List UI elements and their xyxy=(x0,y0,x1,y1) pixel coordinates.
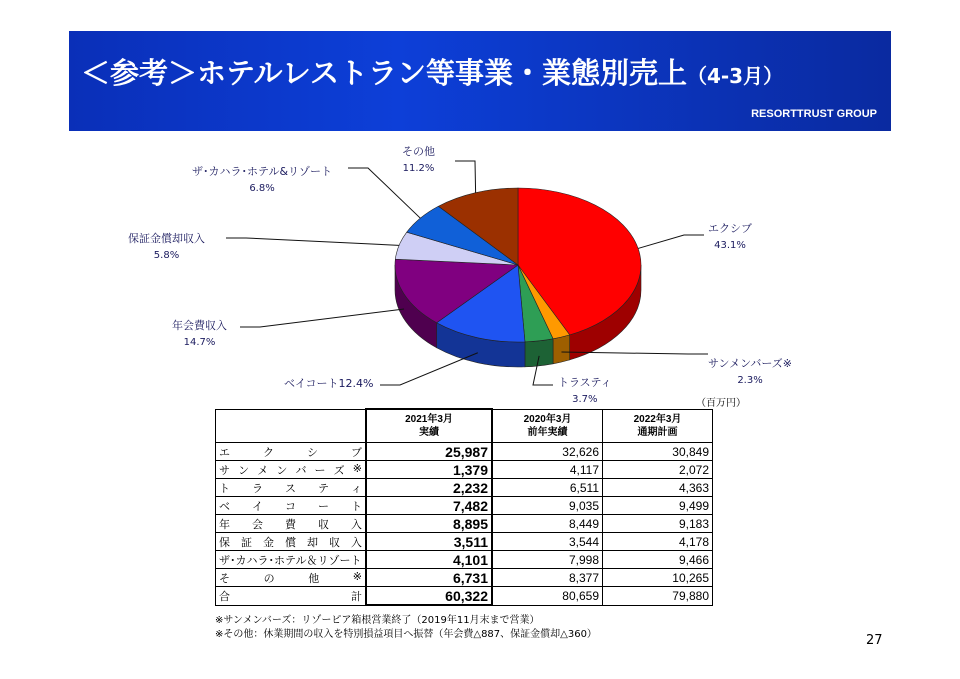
sales-table xyxy=(215,408,713,606)
header-empty xyxy=(216,409,367,443)
page-title xyxy=(81,51,783,92)
cell-v1: 2,232 xyxy=(366,479,492,497)
cell-v1: 6,731 xyxy=(366,569,492,587)
row-name: エ ク シ ブ xyxy=(216,443,367,461)
leader-line-7 xyxy=(455,161,476,193)
table-row xyxy=(216,533,713,551)
pie-label-hoshokin: 保証金償却収入 5.8% xyxy=(128,232,205,261)
pie-label-trusty: トラスティ 3.7% xyxy=(558,376,612,405)
title-text: ＜参考＞ホテルレストラン等事業・業態別売上 xyxy=(81,56,687,90)
leader-line-0 xyxy=(638,235,704,248)
pie-chart xyxy=(0,135,960,405)
table-row xyxy=(216,443,713,461)
cell-v2: 7,998 xyxy=(492,551,603,569)
pie-label-sonota: その他 11.2% xyxy=(402,145,435,174)
cell-v3: 9,466 xyxy=(603,551,713,569)
cell-v2: 8,449 xyxy=(492,515,603,533)
pie-label-baycourt: ベイコート12.4% xyxy=(284,377,374,390)
page-number: 27 xyxy=(866,633,883,648)
row-name: ト ラ ス テ ィ xyxy=(216,479,367,497)
cell-v3: 30,849 xyxy=(603,443,713,461)
cell-v3: 9,183 xyxy=(603,515,713,533)
table-row xyxy=(216,497,713,515)
footnote-1: ※サンメンバーズ：リゾーピア箱根営業終了（2019年11月末まで営業） xyxy=(215,615,540,626)
company-group-label: RESORTTRUST GROUP xyxy=(751,108,877,120)
header-banner xyxy=(69,31,891,131)
cell-v3: 2,072 xyxy=(603,461,713,479)
pie-label-nenkaihi: 年会費収入 14.7% xyxy=(172,319,227,348)
pie-label-xiv: エクシブ 43.1% xyxy=(708,222,752,251)
row-name: 年 会 費 収 入 xyxy=(216,515,367,533)
table-row xyxy=(216,587,713,606)
leader-line-4 xyxy=(240,309,404,327)
unit-label: （百万円） xyxy=(696,398,746,409)
table-row xyxy=(216,479,713,497)
cell-v2: 4,117 xyxy=(492,461,603,479)
header-2021-actual: 2021年3月 実績 xyxy=(366,409,492,443)
cell-v3: 79,880 xyxy=(603,587,713,606)
table-row xyxy=(216,551,713,569)
pie-label-sunmembers: サンメンバーズ※ 2.3% xyxy=(708,357,793,386)
cell-v1: 25,987 xyxy=(366,443,492,461)
cell-v1: 7,482 xyxy=(366,497,492,515)
table-row xyxy=(216,461,713,479)
row-name: ベ イ コ ー ト xyxy=(216,497,367,515)
row-name: ザ･カハラ･ホテル＆リゾート xyxy=(216,551,367,569)
pie-side-2 xyxy=(525,339,553,367)
header-2022-plan: 2022年3月 通期計画 xyxy=(603,409,713,443)
pie-side-1 xyxy=(553,335,570,364)
row-name: 保 証 金 償 却 収 入 xyxy=(216,533,367,551)
cell-v1: 1,379 xyxy=(366,461,492,479)
cell-v1: 4,101 xyxy=(366,551,492,569)
table-row xyxy=(216,515,713,533)
table-row xyxy=(216,569,713,587)
cell-v2: 3,544 xyxy=(492,533,603,551)
row-name: 合 計 xyxy=(216,587,367,606)
pie-label-kahala: ザ･カハラ･ホテル&リゾート 6.8% xyxy=(192,165,333,194)
footnotes xyxy=(215,614,597,642)
cell-v1: 3,511 xyxy=(366,533,492,551)
table-header-row xyxy=(216,409,713,443)
leader-line-6 xyxy=(348,168,420,218)
row-name: サ ン メ ン バ ー ズ ※ xyxy=(216,461,367,479)
cell-v3: 4,178 xyxy=(603,533,713,551)
cell-v1: 8,895 xyxy=(366,515,492,533)
cell-v2: 80,659 xyxy=(492,587,603,606)
cell-v3: 9,499 xyxy=(603,497,713,515)
row-name: そ の 他 ※ xyxy=(216,569,367,587)
cell-v2: 6,511 xyxy=(492,479,603,497)
cell-v2: 8,377 xyxy=(492,569,603,587)
cell-v3: 10,265 xyxy=(603,569,713,587)
cell-v2: 9,035 xyxy=(492,497,603,515)
title-period: （4-3月） xyxy=(686,64,784,88)
cell-v2: 32,626 xyxy=(492,443,603,461)
leader-line-5 xyxy=(226,238,399,245)
cell-v1: 60,322 xyxy=(366,587,492,606)
footnote-2: ※その他：休業期間の収入を特別損益項目へ振替（年会費△887、保証金償却△360） xyxy=(215,629,597,640)
header-2020-actual: 2020年3月 前年実績 xyxy=(492,409,603,443)
cell-v3: 4,363 xyxy=(603,479,713,497)
